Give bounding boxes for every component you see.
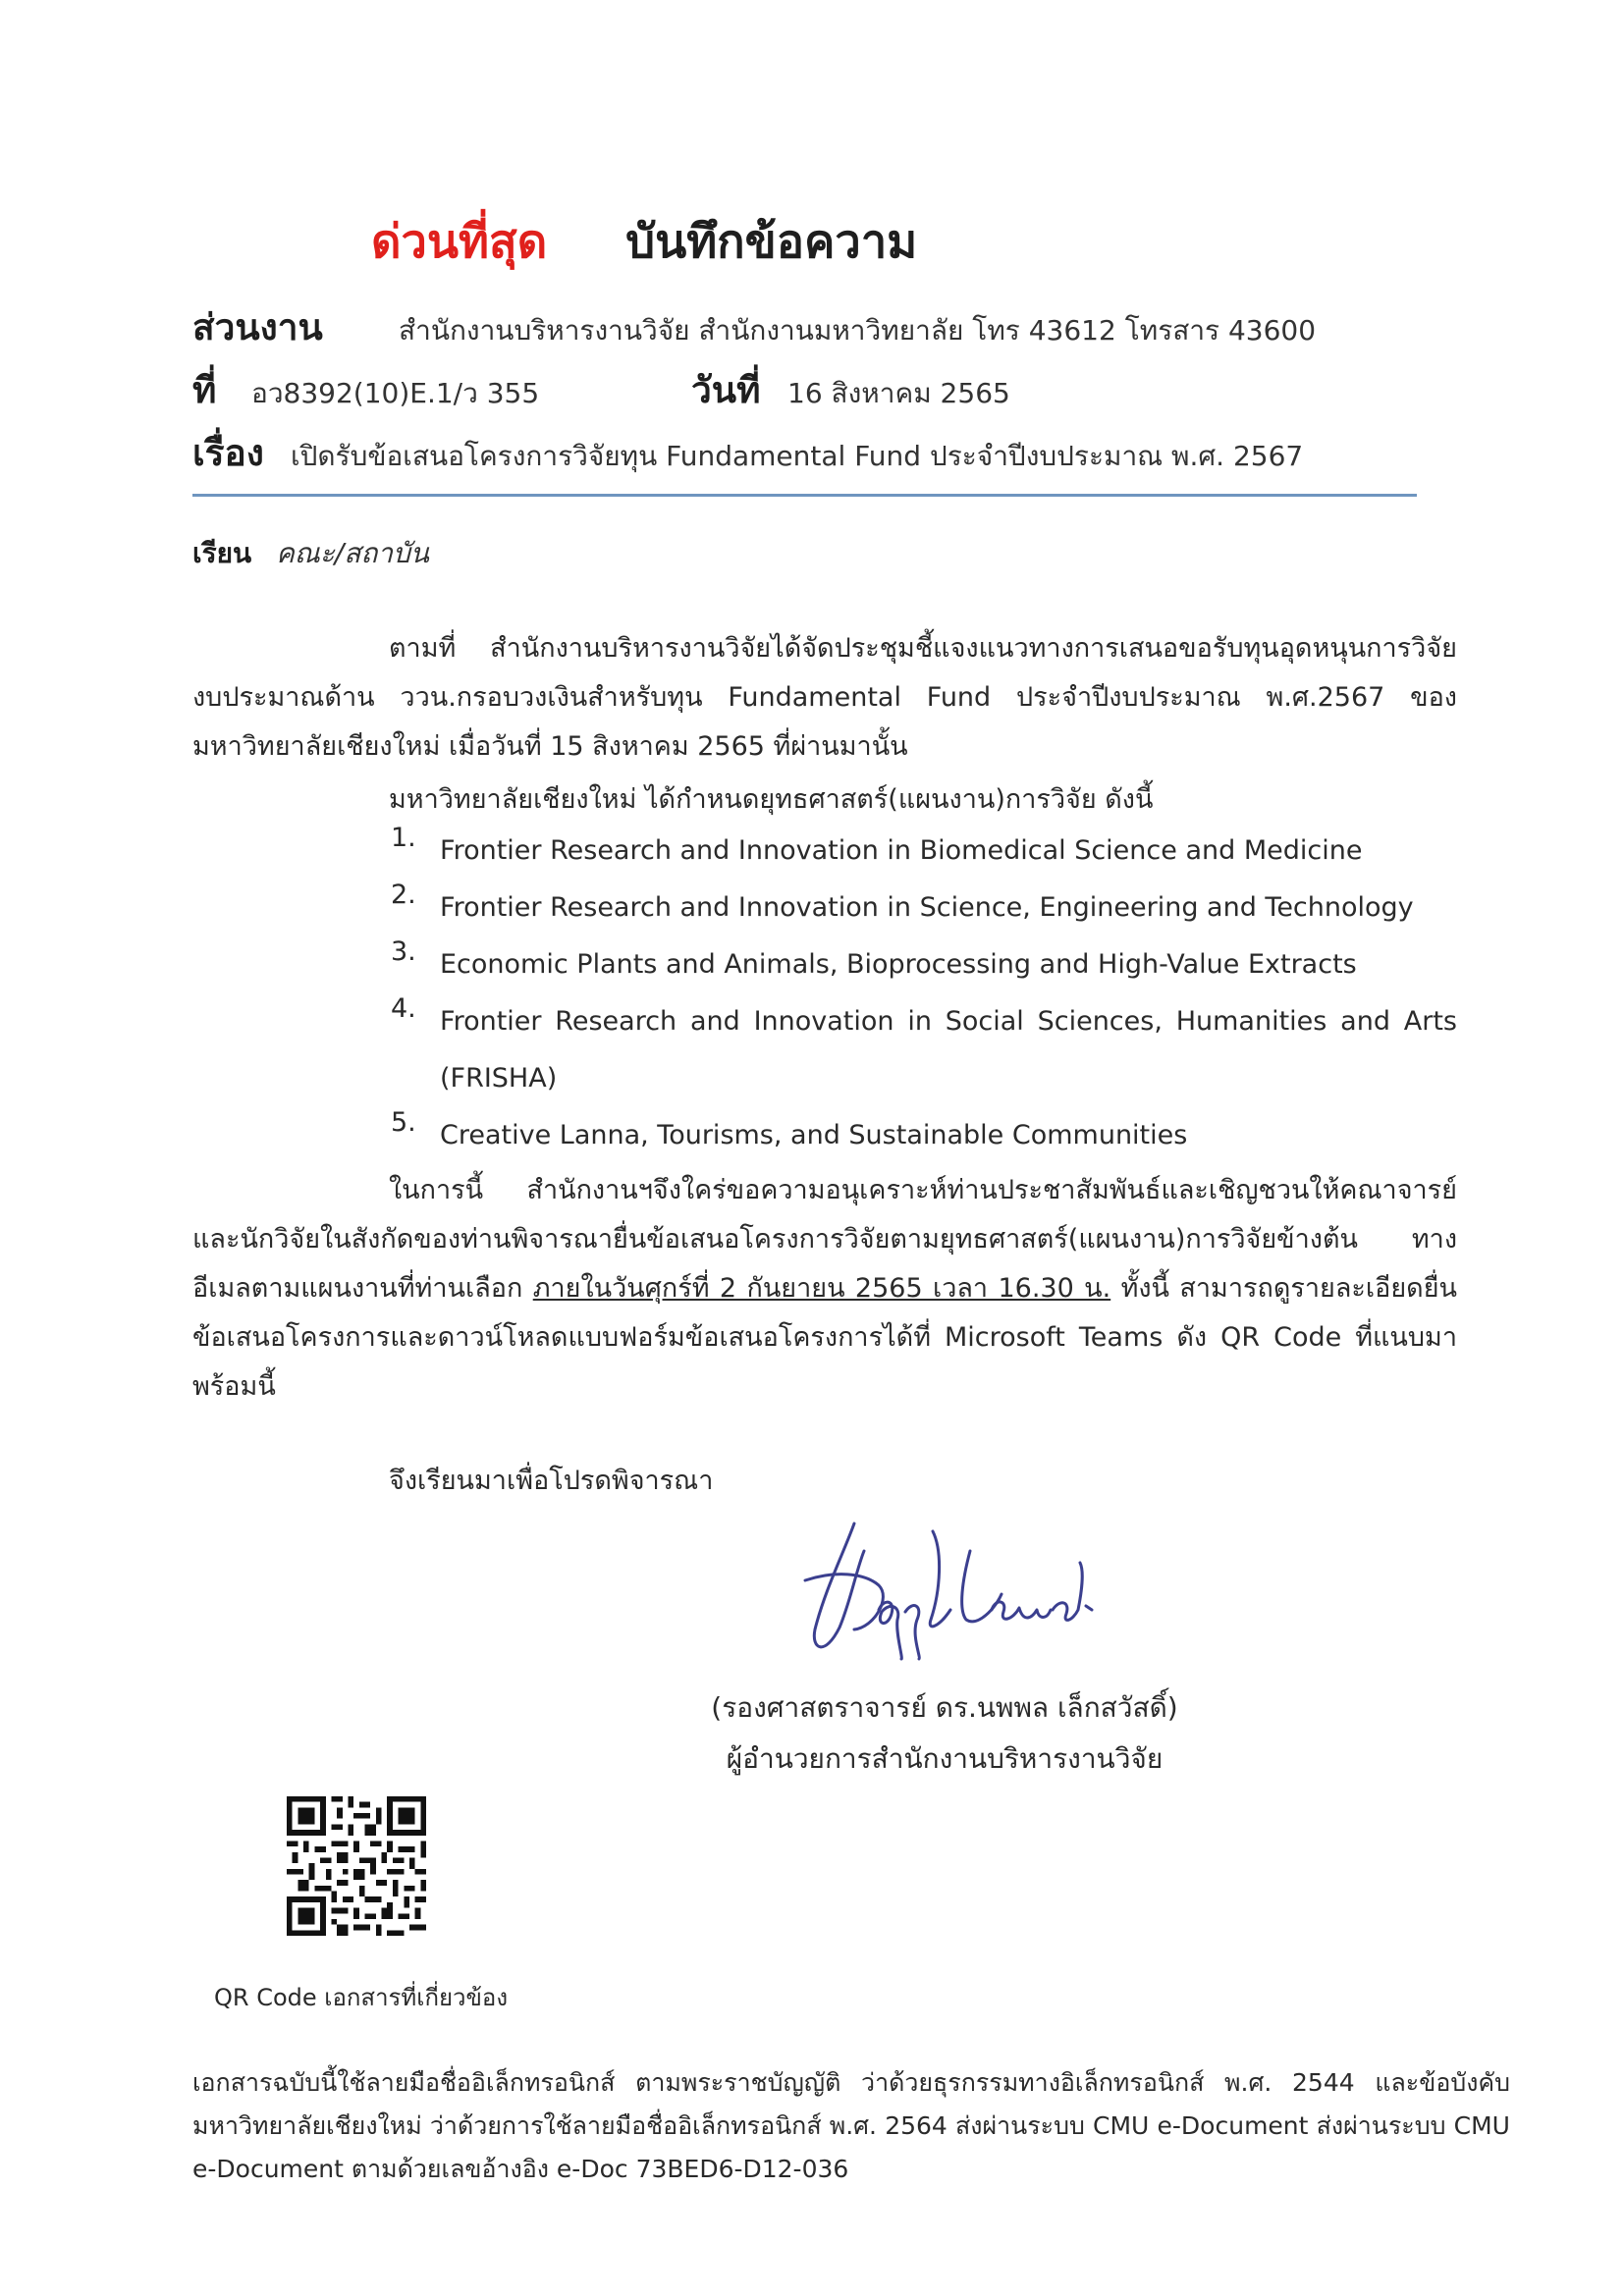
body-paragraph-2: มหาวิทยาลัยเชียงใหม่ ได้กำหนดยุทธศาสตร์(แผนงาน)การวิจัย ดังนี้ <box>389 784 1154 815</box>
list-item <box>391 936 1457 993</box>
closing-line: จึงเรียนมาเพื่อโปรดพิจารณา <box>389 1466 714 1496</box>
signatory-position: ผู้อำนวยการสำนักงานบริหารงานวิจัย <box>726 1742 1164 1775</box>
list-item <box>391 1107 1457 1164</box>
reference-value: อว8392(10)E.1/ว 355 <box>251 377 540 409</box>
header-divider <box>192 494 1417 497</box>
subject-row <box>192 424 1303 482</box>
body-paragraph-3 <box>192 1166 1457 1412</box>
list-item-number: 3. <box>391 936 416 967</box>
list-item-number: 2. <box>391 880 416 910</box>
department-row <box>192 298 1316 356</box>
signatory-name: (รองศาสตราจารย์ ดร.นพพล เล็กสวัสดิ์) <box>711 1691 1178 1724</box>
list-item <box>391 823 1457 880</box>
reference-row <box>192 361 1010 419</box>
qr-caption: QR Code เอกสารที่เกี่ยวข้อง <box>214 1984 509 2011</box>
paragraph-3-details: ทั้งนี้ สามารถดูรายละเอียดยื่นข้อเสนอโครงการและดาวน์โหลดแบบฟอร์มข้อเสนอโครงการได้ที่ Microsoft Teams ดัง QR Code ที่แนบมาพร้อมนี้ <box>192 1273 1457 1402</box>
list-item-number: 5. <box>391 1107 416 1138</box>
body-paragraph-1: ตามที่ สำนักงานบริหารงานวิจัยได้จัดประชุมชี้แจงแนวทางการเสนอขอรับทุนอุดหนุนการวิจัย งบประมาณด้าน ววน.กรอบวงเงินสำหรับทุน Fundamental Fund ประจำปีงบประมาณ พ.ศ.2567 ของมหาวิทยาลัยเชียงใหม่ เมื่อวันที่ 15 สิงหาคม 2565 ที่ผ่านมานั้น <box>192 633 1457 762</box>
salutation-value: คณะ/สถาบัน <box>276 537 429 569</box>
salutation-label: เรียน <box>192 537 252 569</box>
date-value: 16 สิงหาคม 2565 <box>787 377 1010 409</box>
date-label: วันที่ <box>691 369 761 411</box>
footer-note: เอกสารฉบับนี้ใช้ลายมือชื่ออิเล็กทรอนิกส์ ตามพระราชบัญญัติ ว่าด้วยธุรกรรมทางอิเล็กทรอนิกส์ พ.ศ. 2544 และข้อบังคับมหาวิทยาลัยเชียงใหม่ ว่าด้วยการใช้ลายมือชื่ออิเล็กทรอนิกส์ พ.ศ. 2564 ส่งผ่านระบบ CMU e-Document ส่งผ่านระบบ CMU e-Document ตามด้วยเลขอ้างอิง e-Doc 73BED6-D12-036 <box>192 2068 1511 2183</box>
department-label: ส่วนงาน <box>192 306 323 348</box>
list-item-text: Economic Plants and Animals, Bioprocessing and High-Value Extracts <box>440 949 1357 980</box>
subject-label: เรื่อง <box>192 432 264 474</box>
list-item-text: Frontier Research and Innovation in Science, Engineering and Technology <box>440 892 1414 923</box>
list-item <box>391 880 1457 936</box>
department-value: สำนักงานบริหารงานวิจัย สำนักงานมหาวิทยาลัย โทร 43612 โทรสาร 43600 <box>399 314 1317 347</box>
list-item-text: Frontier Research and Innovation in Social Sciences, Humanities and Arts (FRISHA) <box>440 1006 1457 1094</box>
list-item-number: 1. <box>391 823 416 853</box>
salutation <box>192 532 429 575</box>
list-item <box>391 993 1457 1107</box>
handwritten-signature <box>785 1512 1110 1669</box>
memo-heading <box>371 204 917 273</box>
reference-label: ที่ <box>192 369 217 411</box>
list-item-text: Creative Lanna, Tourisms, and Sustainable Communities <box>440 1120 1188 1150</box>
urgent-label: ด่วนที่สุด <box>371 215 548 269</box>
list-item-text: Frontier Research and Innovation in Biomedical Science and Medicine <box>440 835 1363 866</box>
subject-value: เปิดรับข้อเสนอโครงการวิจัยทุน Fundamental Fund ประจำปีงบประมาณ พ.ศ. 2567 <box>291 440 1304 472</box>
paragraph-3-intro: ในการนี้ สำนักงานฯจึงใคร่ขอความอนุเคราะห์ท่านประชาสัมพันธ์และเชิญชวนให้คณาจารย์และนักวิจัยในสังกัดของท่านพิจารณายื่นข้อเสนอโครงการวิจัยตามยุทธศาสตร์(แผนงาน)การวิจัยข้างต้น ทางอีเมลตามแผนงานที่ท่านเลือก <box>192 1175 1457 1304</box>
memo-title: บันทึกข้อความ <box>625 215 918 269</box>
qr-code-icon[interactable] <box>287 1796 426 1936</box>
list-item-number: 4. <box>391 993 416 1024</box>
deadline-text: ภายในวันศุกร์ที่ 2 กันยายน 2565 เวลา 16.30 น. <box>532 1273 1111 1304</box>
